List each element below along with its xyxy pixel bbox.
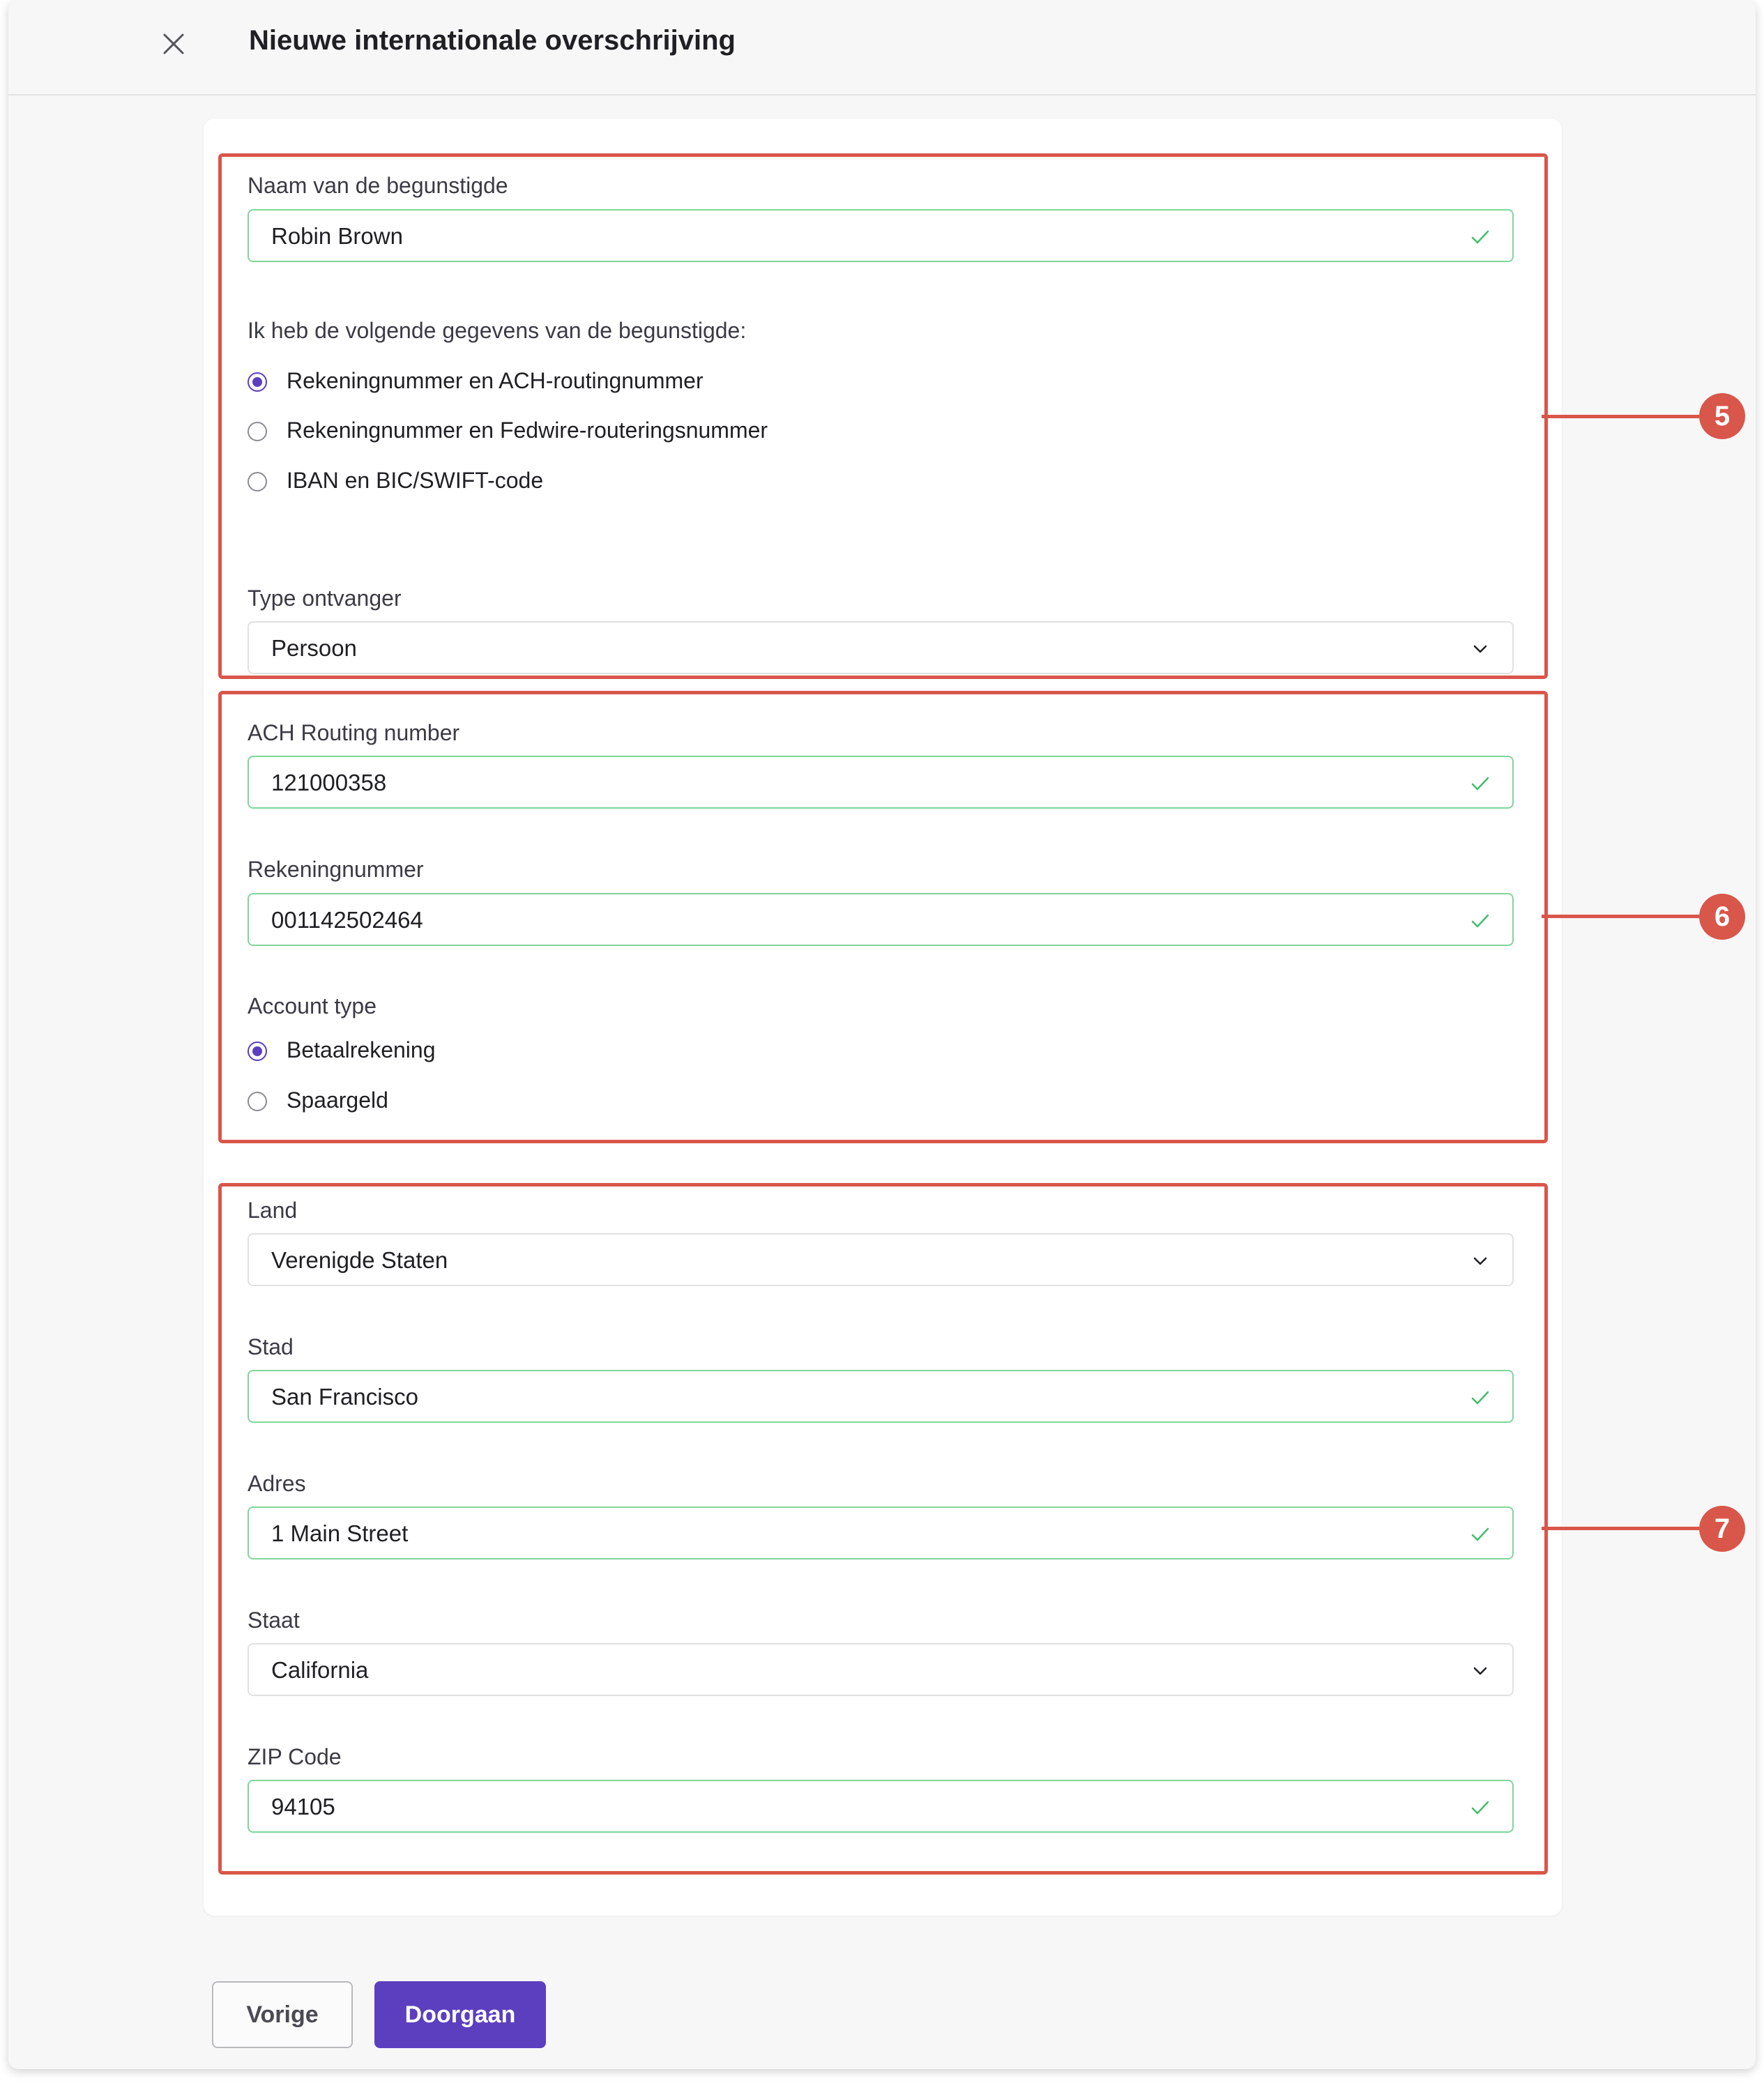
recipient-type-value: Persoon <box>271 635 357 661</box>
radio-option-label: Spaargeld <box>287 1088 388 1113</box>
beneficiary-name-label: Naam van de begunstigde <box>248 173 508 198</box>
radio-option-label: IBAN en BIC/SWIFT-code <box>287 468 544 493</box>
radio-option-label: Betaalrekening <box>287 1037 436 1062</box>
close-icon <box>158 28 190 60</box>
zip-value: 94105 <box>271 1794 335 1819</box>
country-label: Land <box>248 1198 298 1223</box>
modal-window <box>8 0 1756 2069</box>
radio-option-label: Rekeningnummer en Fedwire-routeringsnummer <box>287 418 768 443</box>
account-number-label: Rekeningnummer <box>248 857 424 882</box>
annotation-line-7 <box>1542 1527 1699 1530</box>
annotation-line-5 <box>1542 415 1699 418</box>
modal-header <box>8 0 1756 96</box>
zip-label: ZIP Code <box>248 1744 342 1769</box>
radio-option-label: Rekeningnummer en ACH-routingnummer <box>287 368 704 393</box>
account-type-label: Account type <box>248 993 377 1018</box>
annotation-box-6 <box>218 691 1548 1143</box>
annotation-box-5 <box>218 153 1548 679</box>
annotation-line-6 <box>1542 915 1699 918</box>
annotation-badge-5: 5 <box>1699 393 1745 439</box>
annotation-box-7 <box>218 1183 1548 1875</box>
beneficiary-details-label: Ik heb de volgende gegevens van de begunstigde: <box>248 318 747 343</box>
address-label: Adres <box>248 1471 306 1496</box>
annotation-badge-6: 6 <box>1699 894 1745 940</box>
annotation-badge-7: 7 <box>1699 1506 1745 1552</box>
page-title: Nieuwe internationale overschrijving <box>249 25 736 56</box>
state-label: Staat <box>248 1608 300 1633</box>
account-number-value: 001142502464 <box>271 907 423 933</box>
routing-number-label: ACH Routing number <box>248 720 460 745</box>
close-button[interactable] <box>158 28 190 60</box>
continue-button[interactable]: Doorgaan <box>374 1981 546 2048</box>
country-value: Verenigde Staten <box>271 1247 448 1273</box>
state-value: California <box>271 1657 369 1683</box>
recipient-type-label: Type ontvanger <box>248 586 402 611</box>
routing-number-value: 121000358 <box>271 770 387 795</box>
city-value: San Francisco <box>271 1384 418 1410</box>
beneficiary-name-value: Robin Brown <box>271 223 403 249</box>
address-value: 1 Main Street <box>271 1520 409 1546</box>
city-label: Stad <box>248 1334 294 1359</box>
back-button[interactable]: Vorige <box>212 1981 353 2048</box>
